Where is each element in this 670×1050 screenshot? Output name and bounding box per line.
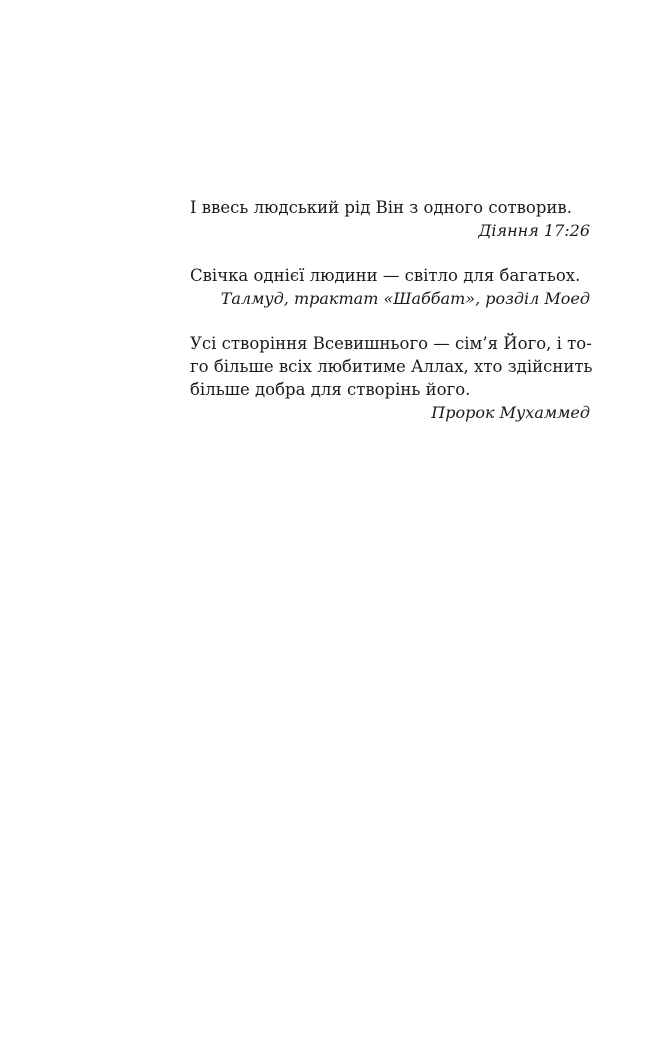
epigraph-2 xyxy=(190,264,590,310)
epigraph-3 xyxy=(190,332,593,424)
epigraph-quote xyxy=(190,332,593,401)
quote-line: І ввесь людський рід Він з одного сотворив. xyxy=(190,198,572,217)
epigraph-quote xyxy=(190,264,590,287)
epigraph-1 xyxy=(190,196,590,242)
epigraph-quote xyxy=(190,196,590,219)
epigraphs-block xyxy=(190,196,593,446)
quote-line: Свічка однієї людини — світло для багатьох. xyxy=(190,266,581,285)
quote-line: Усі створіння Всевишнього — сім’я Його, і то- xyxy=(190,334,592,353)
epigraph-source: Талмуд, трактат «Шаббат», розділ Моед xyxy=(220,289,590,308)
quote-line: більше добра для створінь його. xyxy=(190,380,471,399)
epigraph-source: Діяння 17:26 xyxy=(478,221,590,240)
quote-line: го більше всіх любитиме Аллах, хто здійснить xyxy=(190,357,593,376)
epigraph-source: Пророк Мухаммед xyxy=(431,403,590,422)
